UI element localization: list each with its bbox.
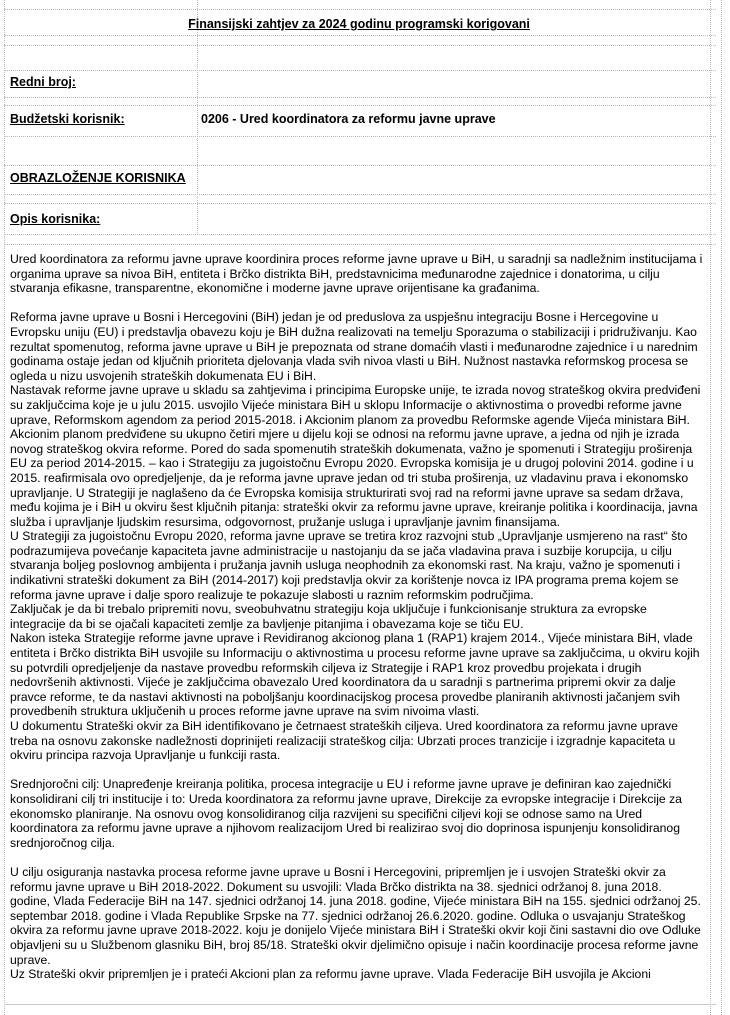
grid-line xyxy=(4,244,716,245)
paragraph: U dokumentu Strateški okvir za BiH identifikovano je četrnaest strateških ciljeva. Ured koordinatora za reformu javne uprave treba na osnovu zakonske nadležnosti doprinijeti realizaciji strateškog cilja: Ubrzati proces tranzicije i izgradnje kapaciteta u okviru principa razvoja Upravljanje u funkciji rasta. xyxy=(10,719,678,763)
grid-line xyxy=(4,194,716,195)
paragraph: Zaključak je da bi trebalo pripremiti novu, sveobuhvatnu strategiju koja uključuje i funkcionisanje struktura za evropske integracije da bi se ojačali kapaciteti zemlje za bavljenje pitanjima i obavezama koje se tiču EU. xyxy=(10,602,647,631)
grid-line xyxy=(4,35,716,36)
grid-line xyxy=(4,0,5,1015)
grid-line xyxy=(4,45,716,46)
budzetski-korisnik-label: Budžetski korisnik: xyxy=(10,112,125,126)
budzetski-korisnik-value: 0206 - Ured koordinatora za reformu javne uprave xyxy=(201,112,496,126)
paragraph: Nakon isteka Strategije reforme javne uprave i Revidiranog akcionog plana 1 (RAP1) krajem 2014., Vijeće ministara BiH, vlade entiteta i Brčko distrikta BiH usvojile su Informaciju o aktivnostima u procesu reforme javne uprave sa zaključcima, u okviru kojih su potvrdili opredjeljenje da nastave provedbu reformskih ciljeva iz Strategije i RAP1 kroz provedbu projekata i drugih nedovršenih aktivnosti. Vijeće je zaključcima obavezalo Ured koordinatora da u saradnji s partnerima pripremi okvir za dalje pravce reforme, te da nastavi aktivnosti na poboljšanju koordinacijskog procesa provedbe planiranih aktivnosti jačanjem svih provedbenih struktura uključenih u proces reforme javne uprave na svim nivoima vlasti. xyxy=(10,631,700,719)
grid-line xyxy=(4,165,716,166)
grid-line xyxy=(4,234,716,235)
description-body xyxy=(10,252,704,982)
grid-line xyxy=(4,97,716,98)
paragraph: Uz Strateški okvir pripremljen je i prateći Akcioni plan za reformu javne uprave. Vlada Federacije BiH usvojila je Akcioni xyxy=(10,967,651,982)
grid-line xyxy=(721,0,722,1015)
paragraph: Srednjoročni cilj: Unapređenje kreiranja politika, procesa integracije u EU i reforme javne uprave je definiran kao zajednički konsolidirani cilj tri institucije i to: Ureda koordinatora za reformu javne uprave, Direkcije za evropske integracije i Direkcije za ekonomsko planiranje. Na osnovu ovog konsolidiranog cilja razvijeni su specifični ciljevi koji se odnose samo na Ured koordinatora za reformu javne uprave a njihovom realizacijom Ured bi realizirao svoj dio doprinosa ispunjenju konsolidiranog srednjoročnog cilja. xyxy=(10,777,682,850)
grid-line xyxy=(4,70,716,71)
paragraph: U cilju osiguranja nastavka procesa reforme javne uprave u Bosni i Hercegovini, pripremljen je i usvojen Strateški okvir za reformu javne uprave u BiH 2018-2022. Dokument su usvojili: Vlada Brčko distrikta na 38. sjednici održanoj 8. juna 2018. godine, Vlada Federacije BiH na 147. sjednici održanoj 14. juna 2018. godine, Vijeće ministara BiH na 155. sjednici održanoj 25. septembar 2018. godine i Vlada Republike Srpske na 77. sjednici održanoj 26.6.2020. godine. Odluka o usvajanju Strateškog okvira za reformu javne uprave 2018-2022. koju je donijelo Vijeće ministara BiH i Strateški okvir koji čini sastavni dio ove Odluke objavljeni su u Službenom glasniku BiH, broj 85/18. Strateški okvir djelimično opisuje i način koordinacije procesa reforme javne uprave. xyxy=(10,864,701,967)
paragraph: Ured koordinatora za reformu javne uprave koordinira proces reforme javne uprave u BiH, u saradnji sa nadležnim institucijama i organima uprave sa nivoa BiH, entiteta i Brčko distrikta BiH, predstavnicima međunarodne zajednice i donatorima, u cilju stvaranja efikasne, transparentne, ekonomične i moderne javne uprave orijentisane ka građanima. xyxy=(10,252,703,296)
subsection-heading: Opis korisnika: xyxy=(10,212,101,226)
paragraph: Nastavak reforme javne uprave u skladu sa zahtjevima i principima Europske unije, te izrada novog strateškog okvira predviđeni su zaključcima koje je u julu 2015. usvojilo Vijeće ministara BiH u sklopu Informacije o aktivnostima o provedbi reforme javne uprave, Reformskom agendom za period 2015-2018. i Akcionim planom za provedbu Reformske agende Vijeća ministara BiH. Akcionim planom predviđene su ukupno četiri mjere u dijelu koji se odnosi na reformu javne uprave, a jedna od njih je izrada novog strateškog okvira reforme. Pored do sada spomenutih strateških dokumenata, važno je spomenuti i Strategiju proširenja EU za period 2014-2015. – kao i Strategiju za jugoistočnu Evropu 2020. Evropska komisija je u drugoj polovini 2014. godine i u 2015. reafirmisala ovo opredjeljenje, da je reforma javne uprave jedan od tri stuba proširenja, uz vladavinu prava i ekonomsko upravljanje. U Strategiji je naglašeno da će Evropska komisija strukturirati svoj rad na reformi javne uprave sa sedam država, među kojima je i BiH u okviru šest ključnih pitanja: strateški okvir za reformu javne uprave, kreiranje politika i koordinacija, javna služba i upravljanje ljudskim resursima, odgovornost, pružanje usluga i upravljanje javnim finansijama. xyxy=(10,383,701,529)
redni-broj-label: Redni broj: xyxy=(10,75,76,89)
grid-line xyxy=(4,9,716,10)
document-title: Finansijski zahtjev za 2024 godinu programski korigovani xyxy=(188,17,530,31)
section-heading: OBRAZLOŽENJE KORISNIKA xyxy=(10,171,186,185)
grid-line xyxy=(4,1004,716,1005)
grid-line xyxy=(4,105,716,106)
grid-line xyxy=(4,203,716,204)
grid-line xyxy=(4,136,716,137)
paragraph: Reforma javne uprave u Bosni i Hercegovini (BiH) jedan je od preduslova za uspješnu integraciju Bosne i Hercegovine u Evropsku uniju (EU) i predstavlja obavezu koju je BiH dužna realizovati na temelju Sporazuma o stabilizaciji i pridruživanju. Kao rezultat spomenutog, reforma javne uprave u BiH je prepoznata od strane domaćih vlasti i međunarodne zajednice i u narednim godinama ostaje jedan od ključnih prioriteta djelovanja vlada svih nivoa vlasti u BiH. Nužnost nastavka reformskog procesa se ogleda u nizu usvojenih strateških dokumenata EU i BiH. xyxy=(10,310,698,383)
grid-line xyxy=(710,0,711,1015)
paragraph: U Strategiji za jugoistočnu Evropu 2020, reforma javne uprave se tretira kroz razvojni stub „Upravljanje usmjereno na rast“ što podrazumijeva povećanje kapaciteta javne administracije u nastojanju da se jača vladavina prava i suzbije korupcija, u cilju stvaranja boljeg poslovnog ambijenta i pružanja javnih usluga neophodnih za ekonomski rast. Na kraju, važno je spomenuti i indikativni strateški dokument za BiH (2014-2017) koji predstavlja okvir za korištenje novca iz IPA programa prema kojem se reforma javne uprave i dalje sporo realizuje te pokazuje slabosti u raznim reformskim područjima. xyxy=(10,529,688,602)
